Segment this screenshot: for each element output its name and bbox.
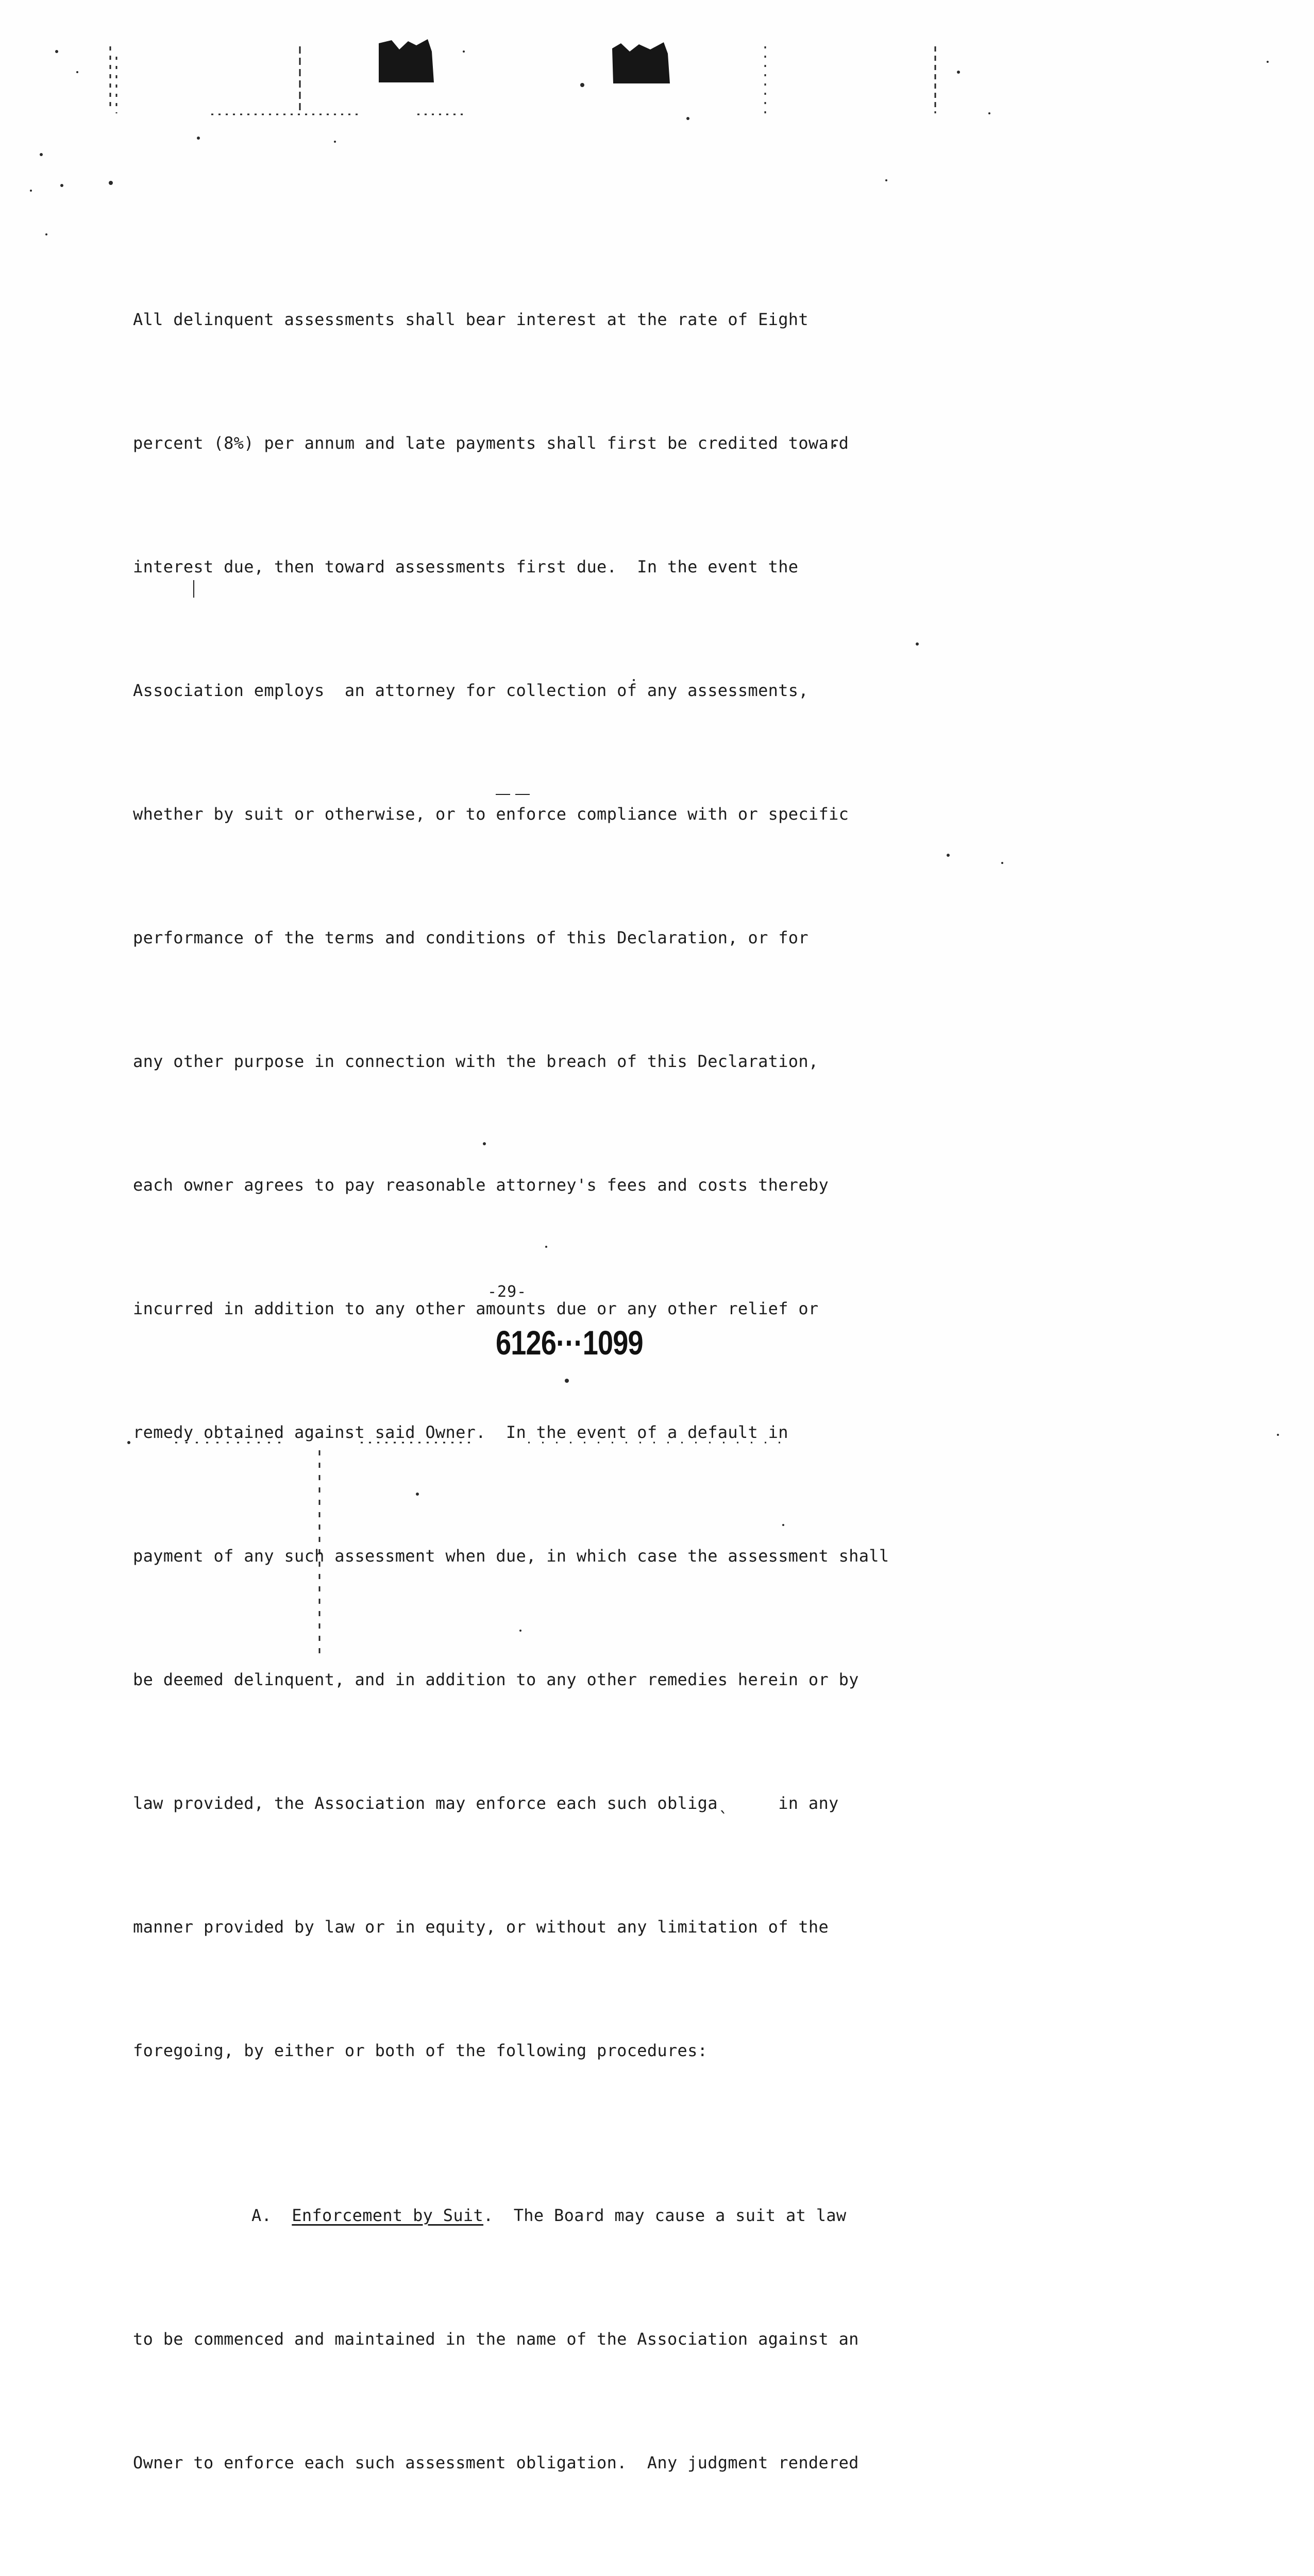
document-body (133, 216, 937, 2576)
subsection-line (133, 2566, 937, 2576)
paragraph-line: interest due, then toward assessments first due. In the event the (133, 557, 799, 577)
binding-hole-marks (379, 39, 670, 83)
paragraph-line: Association employs an attorney for collection of any assessments, (133, 681, 808, 700)
paragraph-line: law provided, the Association may enforce each such obligaˎ in any (133, 1793, 839, 1813)
paragraph-line: performance of the terms and conditions of this Declaration, or for (133, 928, 808, 947)
paragraph-line: foregoing, by either or both of the following procedures: (133, 2041, 708, 2060)
paragraph-line: payment of any such assessment when due, in which case the assessment shall (133, 1546, 889, 1566)
paragraph-line: any other purpose in connection with the breach of this Declaration, (133, 1052, 819, 1071)
subsection-first-line: The Board may cause a suit at law (493, 2206, 847, 2225)
subsection-heading-punct: . (483, 2206, 494, 2225)
paragraph-line: each owner agrees to pay reasonable attorney's fees and costs thereby (133, 1175, 829, 1195)
book-page-stamp: 6126···1099 (496, 1324, 643, 1362)
paragraph-line: remedy obtained against said Owner. In the event of a default in (133, 1422, 788, 1442)
subsection-line: Owner to enforce each such assessment obligation. Any judgment rendered (133, 2453, 859, 2472)
paragraph-line: whether by suit or otherwise, or to enforce compliance with or specific (133, 804, 849, 824)
paragraph-line: All delinquent assessments shall bear interest at the rate of Eight (133, 310, 808, 329)
subsection-marker: A. (251, 2206, 272, 2225)
paragraph-line: manner provided by law or in equity, or without any limitation of the (133, 1917, 829, 1937)
subsection-line: to be commenced and maintained in the name of the Association against an (133, 2329, 859, 2349)
subsection-heading: Enforcement by Suit (292, 2206, 484, 2225)
paragraph-line: be deemed delinquent, and in addition to any other remedies herein or by (133, 1670, 859, 1689)
subsection-heading-line (133, 2195, 937, 2236)
paragraph-line: incurred in addition to any other amounts due or any other relief or (133, 1299, 819, 1318)
page-number: -29- (487, 1283, 527, 1301)
paragraph-line: percent (8%) per annum and late payments shall first be credited toward (133, 433, 849, 453)
